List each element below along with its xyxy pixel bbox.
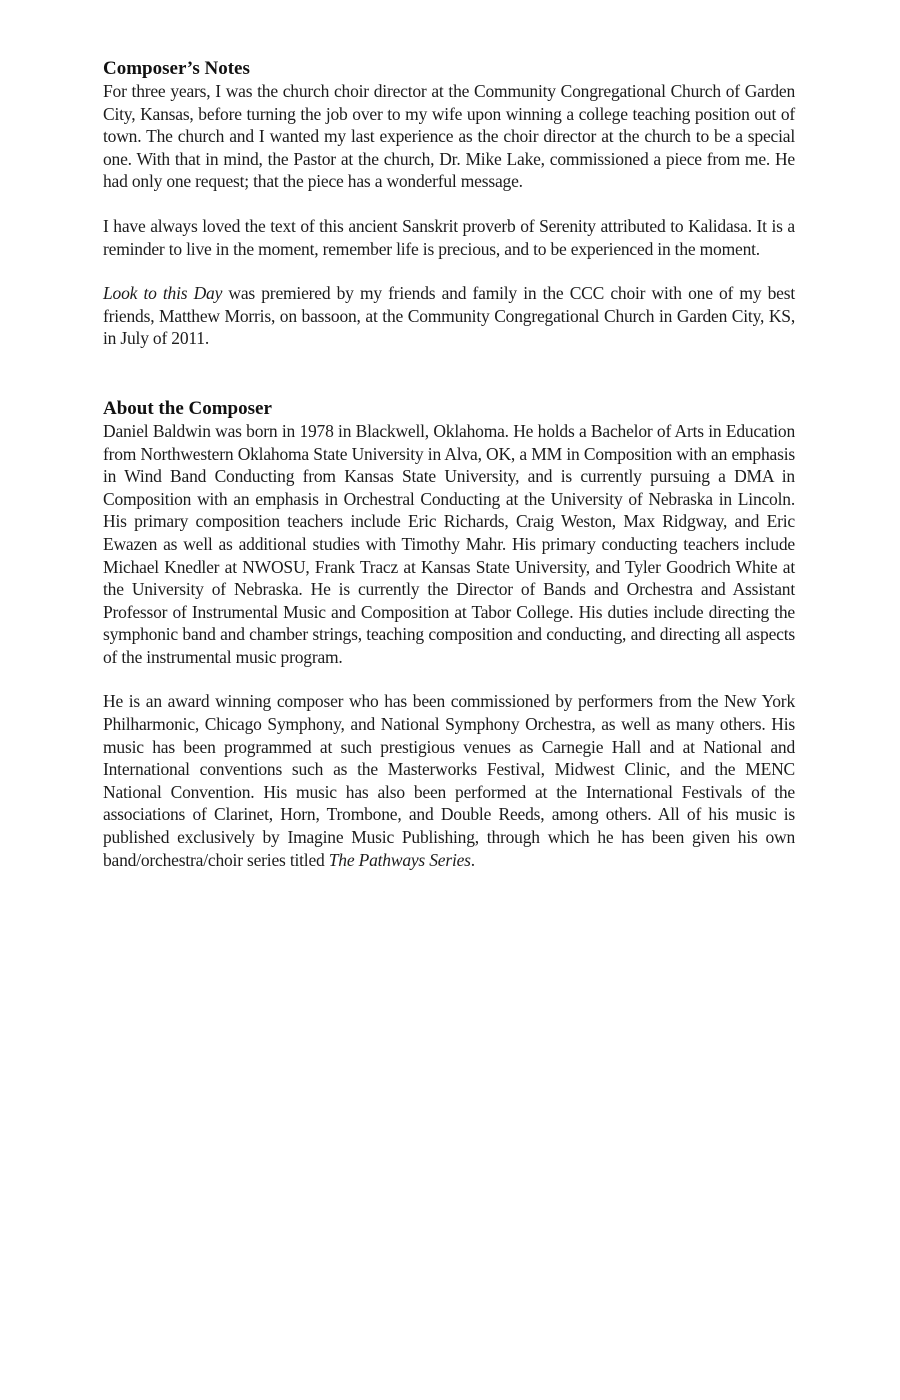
composers-notes-paragraph-2: I have always loved the text of this ancient Sanskrit proverb of Serenity attributed to Kalidasa. It is a reminder to live in the moment, remember life is precious, and to be experienced in the moment.	[103, 215, 795, 259]
about-composer-section	[103, 397, 795, 871]
about-composer-paragraph-2	[103, 690, 795, 871]
piece-title: Look to this Day	[103, 283, 223, 304]
composers-notes-paragraph-3	[103, 282, 795, 350]
composers-notes-heading: Composer’s Notes	[103, 58, 250, 79]
about-composer-paragraph-2-end: .	[470, 849, 475, 870]
about-composer-paragraph-1: Daniel Baldwin was born in 1978 in Blackwell, Oklahoma. He holds a Bachelor of Arts in Education from Northwestern Oklahoma State University in Alva, OK, a MM in Composition with an emphasis in Wind Band Conducting from Kansas State University, and is currently pursuing a DMA in Composition with an emphasis in Orchestral Conducting at the University of Nebraska in Lincoln. His primary composition teachers include Eric Richards, Craig Weston, Max Ridgway, and Eric Ewazen as well as additional studies with Timothy Mahr. His primary conducting teachers include Michael Knedler at NWOSU, Frank Tracz at Kansas State University, and Tyler Goodrich White at the University of Nebraska. He is currently the Director of Bands and Orchestra and Assistant Professor of Instrumental Music and Composition at Tabor College. His duties include directing the symphonic band and chamber strings, teaching composition and conducting, and directing all aspects of the instrumental music program.	[103, 420, 795, 667]
series-title: The Pathways Series	[328, 849, 471, 870]
about-composer-heading: About the Composer	[103, 397, 272, 419]
document-page	[103, 57, 795, 871]
composers-notes-paragraph-1: For three years, I was the church choir director at the Community Congregational Church of Garden City, Kansas, before turning the job over to my wife upon winning a college teaching position out of town. The church and I wanted my last experience as the choir director at the church to be a special one. With that in mind, the Pastor at the church, Dr. Mike Lake, commissioned a piece from me. He had only one request; that the piece has a wonderful message.	[103, 81, 795, 192]
composers-notes-paragraph-3-text: was premiered by my friends and family in the CCC choir with one of my best friends, Matthew Morris, on bassoon, at the Community Congregational Church in Garden City, KS, in July of 2011.	[103, 283, 795, 349]
about-composer-paragraph-2-text: He is an award winning composer who has been commissioned by performers from the New York Philharmonic, Chicago Symphony, and National Symphony Orchestra, as well as many others. His music has been programmed at such prestigious venues as Carnegie Hall and at National and International conventions such as the Masterworks Festival, Midwest Clinic, and the MENC National Convention. His music has also been performed at the International Festivals of the associations of Clarinet, Horn, Trombone, and Double Reeds, among others. All of his music is published exclusively by Imagine Music Publishing, through which he has been given his own band/orchestra/choir series titled	[103, 691, 795, 870]
composers-notes-section	[103, 57, 795, 350]
